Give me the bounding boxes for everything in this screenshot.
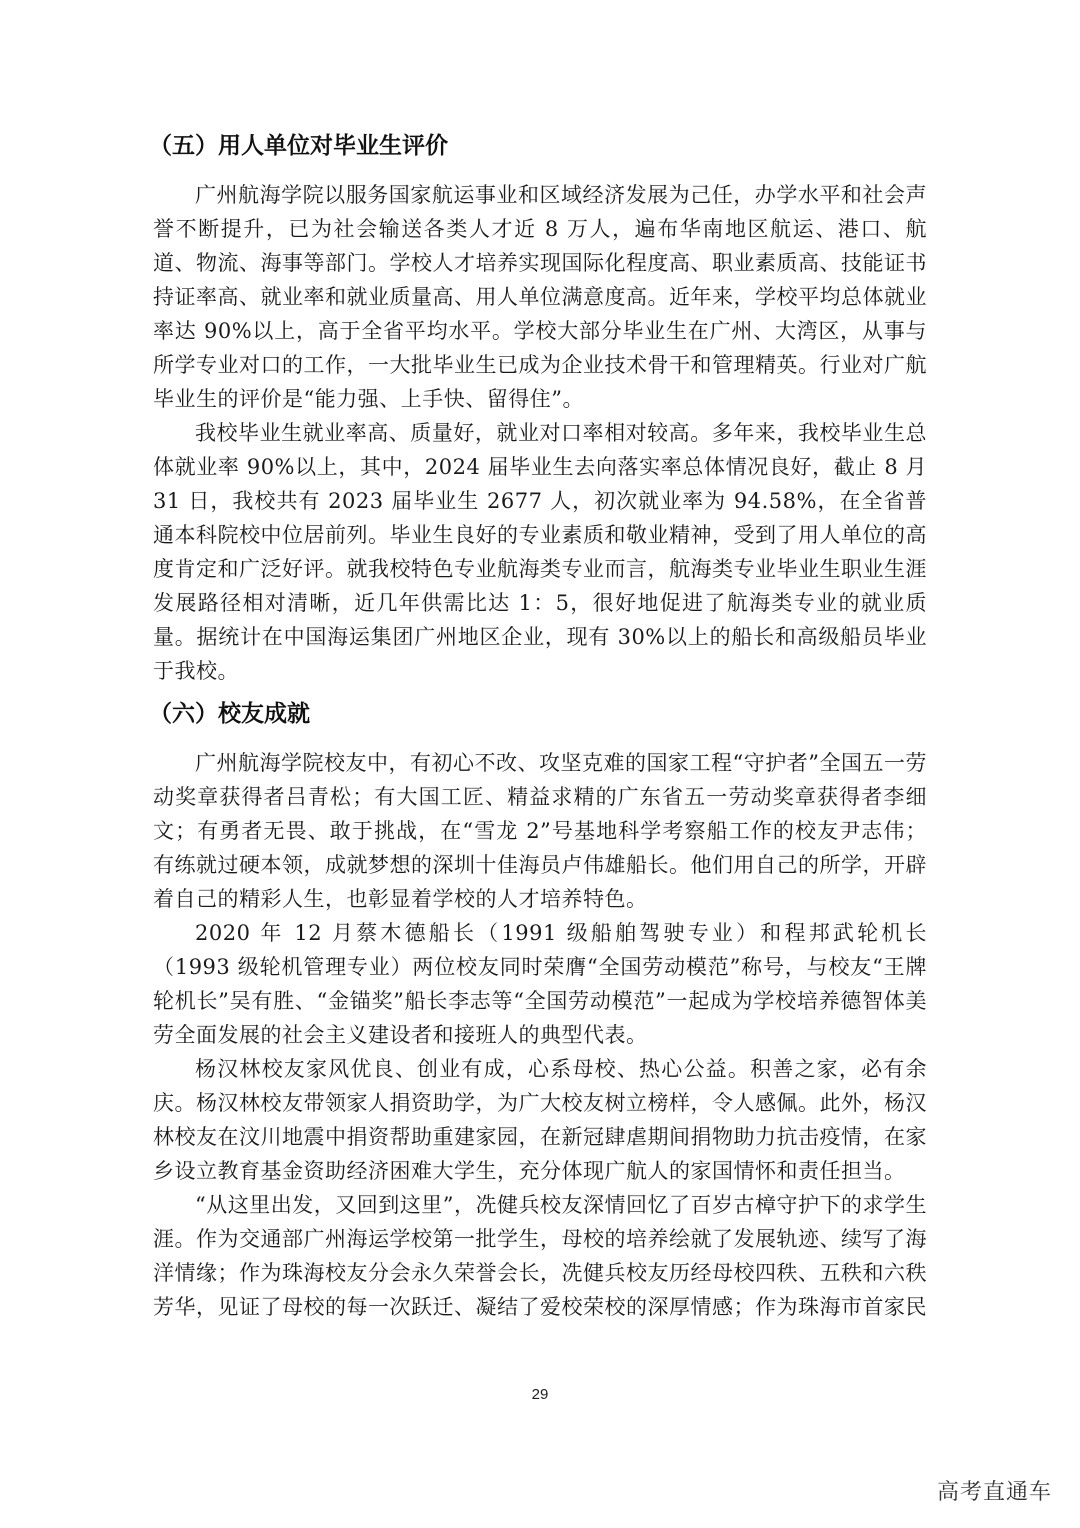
page-content: [149, 126, 927, 1324]
page-number: 29: [531, 1386, 549, 1403]
watermark: 高考直通车: [936, 1480, 1052, 1505]
section-heading-evaluation: （五）用人单位对毕业生评价: [149, 133, 448, 159]
paragraph: 2020 年 12 月蔡木德船长（1991 级船舶驾驶专业）和程邦武轮机长（1993 级轮机管理专业）两位校友同时荣膺“全国劳动模范”称号，与校友“王牌轮机长”吴有胜、“金锚奖”船长李志等“全国劳动模范”一起成为学校培养德智体美劳全面发展的社会主义建设者和接班人的典型代表。: [153, 921, 927, 1047]
paragraph: 我校毕业生就业率高、质量好，就业对口率相对较高。多年来，我校毕业生总体就业率 90%以上，其中，2024 届毕业生去向落实率总体情况良好，截止 8 月 31 日，我校共有 2023 届毕业生 2677 人，初次就业率为 94.58%，在全省普通本科院校中位居前列。毕业生良好的专业素质和敬业精神，受到了用人单位的高度肯定和广泛好评。就我校特色专业航海类专业而言，航海类专业毕业生职业生涯发展路径相对清晰，近几年供需比达 1：5，很好地促进了航海类专业的就业质量。据统计在中国海运集团广州地区企业，现有 30%以上的船长和高级船员毕业于我校。: [153, 421, 927, 683]
paragraph: 广州航海学院校友中，有初心不改、攻坚克难的国家工程“守护者”全国五一劳动奖章获得者吕青松；有大国工匠、精益求精的广东省五一劳动奖章获得者李细文；有勇者无畏、敢于挑战，在“雪龙 2”号基地科学考察船工作的校友尹志伟；有练就过硬本领，成就梦想的深圳十佳海员卢伟雄船长。他们用自己的所学，开辟着自己的精彩人生，也彰显着学校的人才培养特色。: [153, 751, 927, 911]
paragraph: 杨汉林校友家风优良、创业有成，心系母校、热心公益。积善之家，必有余庆。杨汉林校友带领家人捐资助学，为广大校友树立榜样，令人感佩。此外，杨汉林校友在汶川地震中捐资帮助重建家园，在新冠肆虐期间捐物助力抗击疫情，在家乡设立教育基金资助经济困难大学生，充分体现广航人的家国情怀和责任担当。: [153, 1057, 927, 1183]
section-heading-alumni: （六）校友成就: [149, 701, 310, 727]
paragraph: 广州航海学院以服务国家航运事业和区域经济发展为己任，办学水平和社会声誉不断提升，已为社会输送各类人才近 8 万人，遍布华南地区航运、港口、航道、物流、海事等部门。学校人才培养实现国际化程度高、职业素质高、技能证书持证率高、就业率和就业质量高、用人单位满意度高。近年来，学校平均总体就业率达 90%以上，高于全省平均水平。学校大部分毕业生在广州、大湾区，从事与所学专业对口的工作，一大批毕业生已成为企业技术骨干和管理精英。行业对广航毕业生的评价是“能力强、上手快、留得住”。: [153, 183, 927, 411]
paragraph: “从这里出发，又回到这里”，冼健兵校友深情回忆了百岁古樟守护下的求学生涯。作为交通部广州海运学校第一批学生，母校的培养绘就了发展轨迹、续写了海洋情缘；作为珠海校友分会永久荣誉会长，冼健兵校友历经母校四秩、五秩和六秩芳华，见证了母校的每一次跃迁、凝结了爱校荣校的深厚情感；作为珠海市首家民: [153, 1193, 927, 1319]
